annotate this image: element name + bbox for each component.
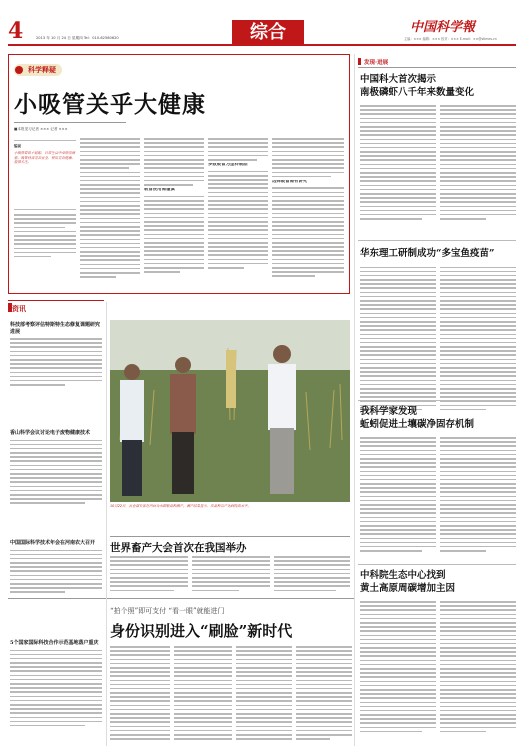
feature-text-col-4 bbox=[272, 138, 344, 288]
discovery-label: 发现·进展 bbox=[364, 60, 389, 66]
intro-title: 编前 bbox=[14, 144, 22, 148]
page-number: 4 bbox=[8, 18, 24, 44]
bottom-story-title: 身份识别进入“刷脸”新时代 bbox=[110, 622, 293, 640]
right-story-title: 蚯蚓促进土壤碳净固存机制 bbox=[360, 418, 475, 430]
bottom-story-col-1 bbox=[110, 646, 170, 742]
badge-dot-icon bbox=[15, 66, 23, 74]
feature-byline: ■本报见习记者 ××× 记者 ××× bbox=[14, 127, 68, 131]
news-item bbox=[10, 322, 102, 388]
feature-subhead-1: 多数吸管为塑料制品 bbox=[208, 163, 248, 168]
feature-text-col-1 bbox=[80, 138, 140, 288]
right-story-title: 中国科大首次揭示 bbox=[360, 74, 437, 85]
section-tab: 综合 bbox=[232, 20, 304, 46]
right-story-1 bbox=[360, 248, 516, 413]
discovery-rule bbox=[358, 67, 516, 68]
bottom-story-col-2 bbox=[174, 646, 232, 742]
bottom-story-kicker: “拍个照”即可支付 “看一眼”就能进门 bbox=[110, 607, 225, 615]
feature-intro bbox=[14, 140, 76, 210]
intro-text: 小吸管看似不起眼，日常生活中却使用频繁。吸管材质是否安全，使用是否健康，值得关注。 bbox=[14, 151, 76, 165]
feature-text-col-3 bbox=[208, 138, 268, 288]
header-rule bbox=[8, 44, 516, 46]
news-item bbox=[10, 540, 102, 596]
feature-subhead-0: 吸管使用需谨慎 bbox=[144, 188, 175, 193]
right-story-title: 南极磷虾八千年来数量变化 bbox=[360, 86, 475, 98]
date-line: 2013 年 10 月 24 日 星期四 Tel：010-62580620 bbox=[36, 36, 119, 40]
newspaper-logo: 中国科学報 bbox=[410, 20, 476, 35]
rice-field-photo bbox=[110, 320, 350, 502]
right-story-2 bbox=[360, 406, 516, 554]
right-divider bbox=[358, 240, 516, 241]
news-headline: 5个国家国际科技合作示范基地落户重庆 bbox=[10, 640, 99, 646]
mid-story-col-2 bbox=[192, 556, 270, 594]
editor-line: 主编：××× 编辑：××× 校对：××× E-mail：××@stimes.cn bbox=[404, 37, 497, 41]
discovery-marker bbox=[358, 58, 361, 65]
right-story-title: 我科学家发现 bbox=[360, 406, 418, 417]
right-story-0 bbox=[360, 74, 516, 222]
right-story-title: 华东理工研制成功“多宝鱼疫苗” bbox=[360, 248, 495, 259]
bottom-story-rule bbox=[8, 598, 354, 599]
news-item bbox=[10, 430, 102, 507]
right-divider bbox=[358, 564, 516, 565]
column-divider bbox=[354, 54, 355, 746]
photo-caption: 10月22日，农业部专家在田间为水稻新品种测产。测产结果显示，该品种亩产达到较高水平。 bbox=[110, 504, 251, 508]
mid-story-rule bbox=[110, 536, 350, 537]
feature-subhead-2: 选择吸管需有讲究 bbox=[272, 179, 308, 184]
feature-text-col-2 bbox=[144, 138, 204, 288]
news-photo bbox=[110, 320, 350, 502]
bottom-story-col-3 bbox=[236, 646, 292, 742]
column-divider bbox=[106, 302, 107, 746]
right-divider bbox=[358, 400, 516, 401]
feature-title: 小吸管关乎大健康 bbox=[14, 91, 206, 118]
right-story-title: 黄土高原周碳增加主因 bbox=[360, 582, 456, 594]
mid-story-col-1 bbox=[110, 556, 188, 594]
right-story-3 bbox=[360, 570, 516, 735]
news-headline: 香山科学会议讨论电子废物健康技术 bbox=[10, 430, 91, 436]
feature-badge: 科学释疑 bbox=[14, 64, 62, 76]
bottom-story-col-4 bbox=[296, 646, 352, 742]
right-story-title: 中科院生态中心找到 bbox=[360, 570, 446, 581]
news-headline: 中国国际科学技术年会在河南农大召开 bbox=[10, 540, 96, 546]
news-item bbox=[10, 640, 102, 729]
mid-story-col-3 bbox=[274, 556, 350, 594]
feature-text-col-0 bbox=[14, 214, 76, 288]
title-rule bbox=[14, 122, 126, 123]
news-label: 资讯 bbox=[12, 305, 26, 313]
news-headline: 科技部考察评估特斯特生态修复课题研究进展 bbox=[10, 322, 101, 335]
mid-story-title: 世界畜产大会首次在我国举办 bbox=[110, 542, 247, 554]
